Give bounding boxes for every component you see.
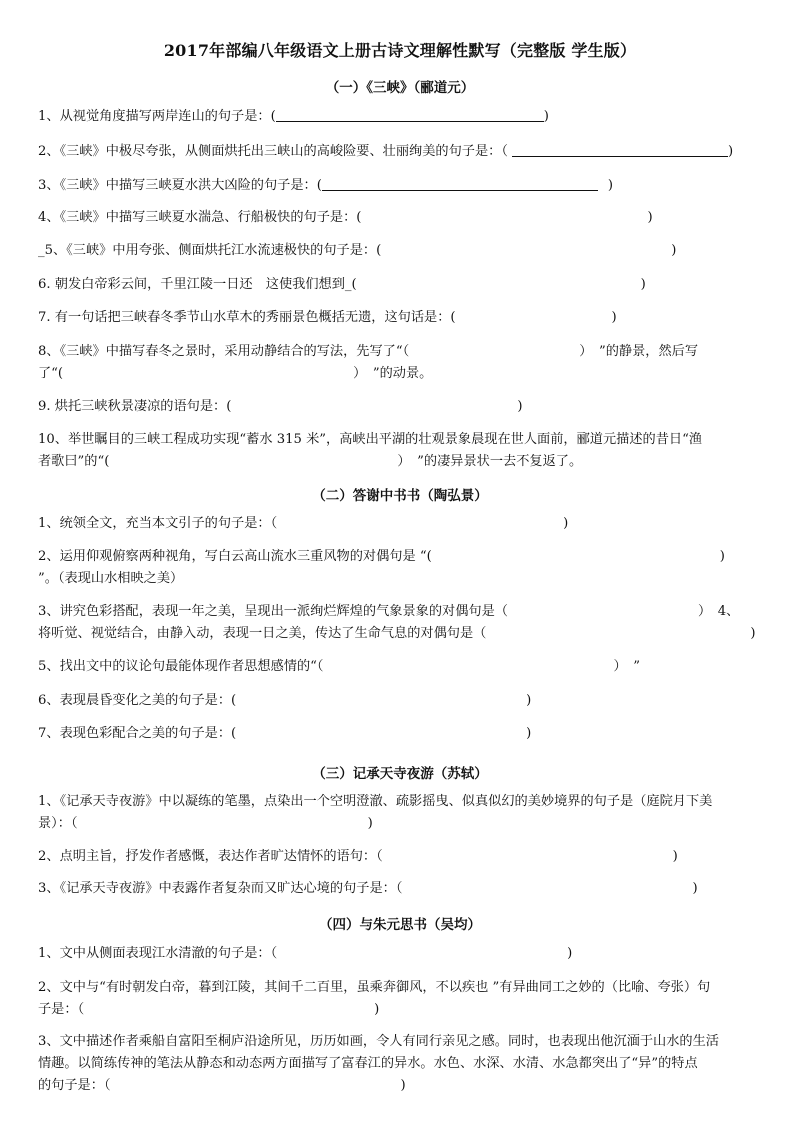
question-text: 情趣。以简练传神的笔法从静态和动态两方面描写了富春江的异水。水色、水深、水清、水急都突出了“异”的特点 xyxy=(38,1056,698,1071)
question xyxy=(38,513,778,535)
question xyxy=(38,274,778,296)
question-text: 了“( xyxy=(38,366,64,381)
question xyxy=(38,207,778,229)
blank-close: ) xyxy=(692,881,698,896)
question xyxy=(38,546,778,590)
question xyxy=(38,977,778,1021)
blank-close: ) xyxy=(647,210,653,225)
blank-open: ( xyxy=(270,109,276,124)
question-text: 景）：（ xyxy=(38,816,78,831)
question xyxy=(38,429,778,473)
question-text: 7、表现色彩配合之美的句子是：( xyxy=(38,726,237,741)
question xyxy=(38,943,778,965)
question-text: 4、《三峡》中描写三峡夏水湍急、行船极快的句子是：( xyxy=(38,210,362,225)
blank-close: ) xyxy=(671,243,677,258)
question-text: ） ” xyxy=(613,659,640,674)
question-text: 1、文中从侧面表现江水清澈的句子是：（ xyxy=(38,946,278,961)
question-text: 者歌曰”的“( xyxy=(38,454,110,469)
question-text: 2、点明主旨，抒发作者感慨，表达作者旷达情怀的语句：（ xyxy=(38,849,383,864)
question-text: 5、找出文中的议论句最能体现作者思想感情的“（ xyxy=(38,659,324,674)
section-heading-dxzss: （二）答谢中书书（陶弘景） xyxy=(312,488,488,504)
section-heading-sanxia: （一）《三峡》（郦道元） xyxy=(325,80,475,96)
question xyxy=(38,175,778,197)
blank-close: ) xyxy=(727,144,734,159)
question xyxy=(38,141,778,163)
blank-close: ) xyxy=(400,1078,406,1093)
question-text: 3、文中描述作者乘船自富阳至桐庐沿途所见，历历如画，令人有同行亲见之感。同时，也表现出他沉湎于山水的生活 xyxy=(38,1034,719,1049)
question-text: _5、《三峡》中用夸张、侧面烘托江水流速极快的句子是：( xyxy=(38,243,382,258)
section-heading-chengtiansi: （三）记承天寺夜游（苏轼） xyxy=(312,766,488,782)
question xyxy=(38,723,778,745)
blank-close: ) xyxy=(640,277,646,292)
page-title: 2017年部编八年级语文上册古诗文理解性默写（完整版 学生版） xyxy=(163,41,637,60)
question xyxy=(38,846,778,868)
question-text: 1、从视觉角度描写两岸连山的句子是： xyxy=(38,109,271,124)
question-text: ） ”的动景。 xyxy=(353,366,433,381)
question xyxy=(38,656,778,678)
answer-blank[interactable] xyxy=(322,176,598,191)
question xyxy=(38,307,778,329)
question xyxy=(38,878,778,900)
question xyxy=(38,690,778,712)
blank-close: ) xyxy=(367,816,373,831)
question xyxy=(38,396,778,418)
question-text: ） ”的凄异景状一去不复返了。 xyxy=(397,454,583,469)
question-text: 3、《记承天寺夜游》中表露作者复杂而又旷达心境的句子是：（ xyxy=(38,881,403,896)
question-text: 9. 烘托三峡秋景凄凉的语句是：( xyxy=(38,399,232,414)
question-text: 2、运用仰观俯察两种视角，写白云高山流水三重风物的对偶句是 “( xyxy=(38,549,432,564)
question-text: 6、表现晨昏变化之美的句子是：( xyxy=(38,693,237,708)
question-text: 1、统领全文，充当本文引子的句子是：（ xyxy=(38,516,278,531)
blank-close: ) xyxy=(517,399,523,414)
question-text: 子是：（ xyxy=(38,1002,85,1017)
question-text: 3、讲究色彩搭配，表现一年之美，呈现出一派绚烂辉煌的气象景象的对偶句是（ xyxy=(38,604,508,619)
answer-blank[interactable] xyxy=(512,142,728,157)
question xyxy=(38,106,778,128)
blank-close: ) xyxy=(567,946,573,961)
blank-close: ) xyxy=(672,849,678,864)
blank-close: ) xyxy=(526,693,532,708)
blank-close: ) xyxy=(543,109,549,124)
blank-close: ) xyxy=(719,549,725,564)
blank-close: ) xyxy=(611,310,617,325)
question xyxy=(38,1031,778,1097)
question xyxy=(38,791,778,835)
question-text: 7. 有一句话把三峡春冬季节山水草木的秀丽景色概括无遗，这句话是：( xyxy=(38,310,456,325)
question-text: ） 4、 xyxy=(697,604,740,619)
question-text: 将听觉、视觉结合，由静入动，表现一日之美，传达了生命气息的对偶句是（ xyxy=(38,626,487,641)
blank-close: ) xyxy=(526,726,532,741)
question xyxy=(38,240,778,262)
question-text: 2、《三峡》中极尽夸张，从侧面烘托出三峡山的高峻险要、壮丽绚美的句子是：（ xyxy=(38,144,508,159)
question-text: ） ”的静景，然后写 xyxy=(579,344,699,359)
answer-blank[interactable] xyxy=(276,107,544,122)
question xyxy=(38,341,778,385)
question-text: 2、文中与“有时朝发白帝，暮到江陵，其间千二百里，虽乘奔御风，不以疾也 ”有异曲同工之妙的（比喻、夸张）句 xyxy=(38,980,711,995)
question-text: 10、举世瞩目的三峡工程成功实现“蓄水 315 米”，高峡出平湖的壮观景象晨现在世人面前，郦道元描述的昔日“渔 xyxy=(38,432,702,447)
blank-close: ) xyxy=(607,178,614,193)
question-text: 3、《三峡》中描写三峡夏水洪大凶险的句子是：( xyxy=(38,178,322,193)
question-text: 6. 朝发白帝彩云间，千里江陵一日还 这使我们想到_( xyxy=(38,277,357,292)
question-text: 的句子是：（ xyxy=(38,1078,111,1093)
question-text: ”。（表现山水相映之美） xyxy=(38,571,184,586)
question xyxy=(38,601,778,645)
blank-close: ) xyxy=(750,626,756,641)
question-text: 8、《三峡》中描写春冬之景时，采用动静结合的写法，先写了“（ xyxy=(38,344,410,359)
question-text: 1、《记承天寺夜游》中以凝练的笔墨，点染出一个空明澄澈、疏影摇曳、似真似幻的美妙境界的句子是（庭院月下美 xyxy=(38,794,713,809)
section-heading-yzyss: （四）与朱元思书（吴均） xyxy=(319,917,481,933)
blank-close: ) xyxy=(374,1002,380,1017)
blank-close: ) xyxy=(563,516,569,531)
